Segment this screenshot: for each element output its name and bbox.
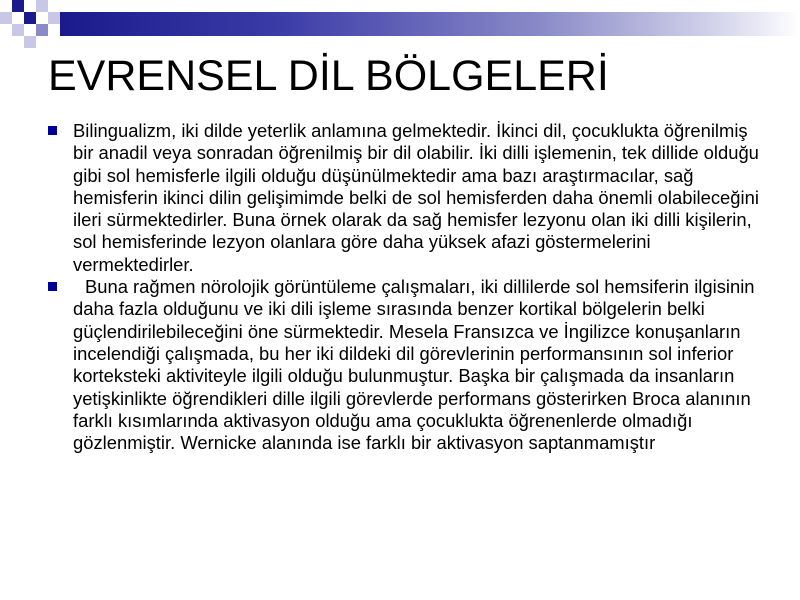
decorative-header-banner <box>60 12 800 36</box>
slide-content <box>48 120 763 454</box>
square-bullet-icon <box>48 126 57 135</box>
bullet-text: Bilingualizm, iki dilde yeterlik anlamına gelmektedir. İkinci dil, çocuklukta öğrenilmiş bir anadil veya sonradan öğrenilmiş bir dil olabilir. İki dilli işlemenin, tek dillide olduğu gibi sol hemisferle ilgili olduğu düşünülmektedir ama bazı araştırmacılar, sağ hemisferin ikinci dilin gelişimimde belki de sol hemisferden daha önemli olabileceğini ileri sürmektedirler. Buna örnek olarak da sağ hemisfer lezyonu olan iki dilli kişilerin, sol hemisferinde lezyon olanlara göre daha yüksek afazi göstermelerini vermektedirler. <box>73 120 759 275</box>
bullet-item <box>48 120 763 276</box>
slide-title: EVRENSEL DİL BÖLGELERİ <box>48 52 609 100</box>
decorative-checker-pattern <box>0 0 60 48</box>
bullet-text: Buna rağmen nörolojik görüntüleme çalışmaları, iki dillilerde sol hemsiferin ilgisinin daha fazla olduğunu ve iki dili işleme sırasında benzer kortikal bölgelerin belki güçlendirilebileceğini öne sürmektedir. Mesela Fransızca ve İngilizce konuşanların incelendiği çalışmada, bu her iki dildeki dil görevlerinin performansının sol inferior korteksteki aktiviteyle ilgili olduğu bulunmuştur. Başka bir çalışmada da insanların yetişkinlikte öğrendikleri dille ilgili görevlerde performans gösterirken Broca alanının farklı kısımlarında aktivasyon olduğu ama çocuklukta öğrenenlerde olmadığı gözlenmiştir. Wernicke alanında ise farklı bir aktivasyon saptanmamıştır <box>73 276 755 454</box>
bullet-item <box>48 276 763 454</box>
square-bullet-icon <box>48 282 57 291</box>
